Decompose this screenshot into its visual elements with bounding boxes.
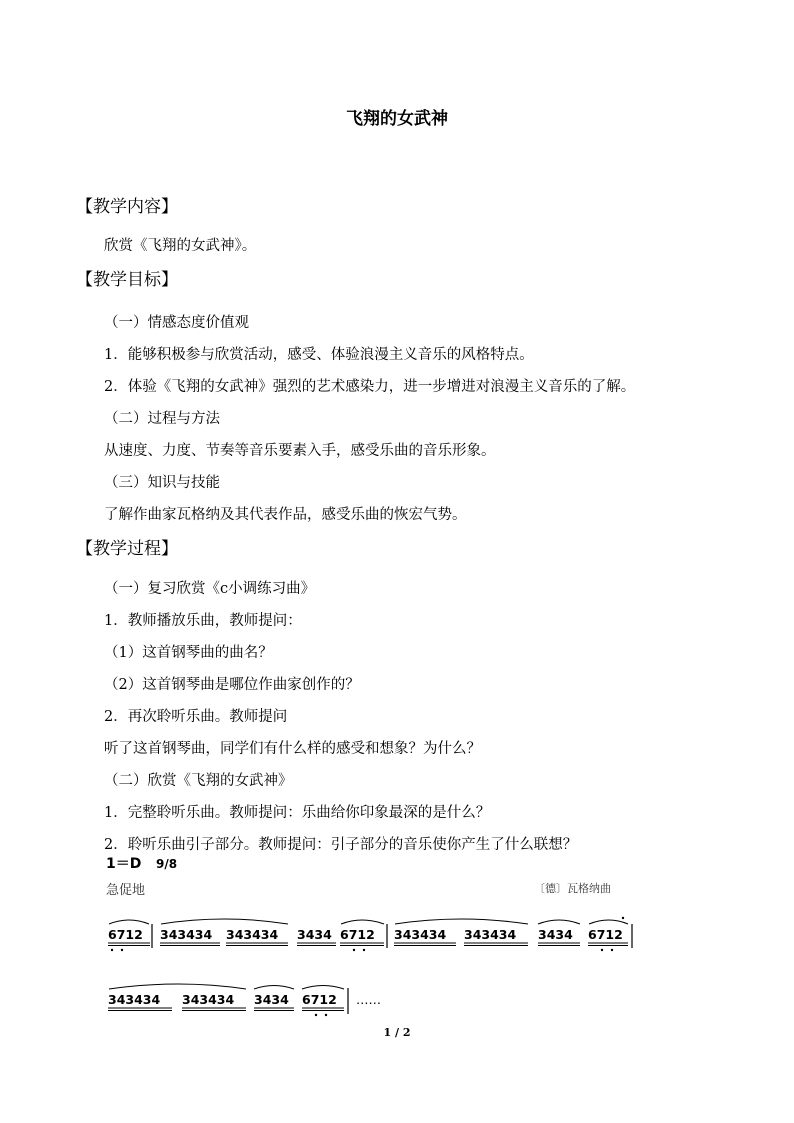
process-line: （1）这首钢琴曲的曲名？	[104, 645, 273, 661]
goal-line: （二）过程与方法	[104, 411, 220, 427]
process-line: （一）复习欣赏《c小调练习曲》	[104, 581, 316, 597]
music-score-svg	[104, 852, 664, 1022]
goal-line: 从速度、力度、节奏等音乐要素入手，感受乐曲的音乐形象。	[104, 443, 496, 459]
score-row-2	[108, 984, 381, 1016]
music-score	[104, 852, 664, 1022]
goal-line: （三）知识与技能	[104, 475, 220, 491]
score-group: 3434	[297, 927, 332, 942]
goal-line: 了解作曲家瓦格纳及其代表作品，感受乐曲的恢宏气势。	[104, 507, 467, 523]
score-group: 343434	[108, 992, 161, 1007]
score-group: 343434	[182, 992, 235, 1007]
dots-row-2	[315, 1014, 327, 1016]
score-group: 6712	[302, 992, 337, 1007]
page-number: 1 / 2	[383, 1026, 411, 1039]
score-group: 343434	[226, 927, 279, 942]
score-group: 343434	[394, 927, 447, 942]
score-group: 6712	[108, 927, 143, 942]
score-tempo: 急促地	[106, 883, 146, 898]
score-group: 6712	[340, 927, 375, 942]
process-line: （2）这首钢琴曲是哪位作曲家创作的？	[104, 677, 360, 693]
score-group: 3434	[254, 992, 289, 1007]
section-heading-goals: 【教学目标】	[76, 270, 178, 290]
score-group: 6712	[588, 927, 623, 942]
process-line: 2．再次聆听乐曲。教师提问	[104, 709, 288, 725]
section-heading-content: 【教学内容】	[76, 197, 178, 217]
score-group: 343434	[160, 927, 213, 942]
score-time: 9/8	[156, 857, 178, 871]
score-composer: 〔德〕瓦格纳曲	[534, 882, 611, 895]
process-line: （二）欣赏《飞翔的女武神》	[104, 773, 293, 789]
score-row-1	[108, 917, 632, 951]
score-key: 1＝D	[106, 856, 142, 872]
page-title: 飞翔的女武神	[346, 109, 448, 129]
content-line: 欣赏《飞翔的女武神》。	[104, 238, 257, 254]
score-ellipsis: ……	[356, 992, 381, 1007]
goal-line: 2．体验《飞翔的女武神》强烈的艺术感染力，进一步增进对浪漫主义音乐的了解。	[104, 379, 636, 395]
score-group: 3434	[538, 927, 573, 942]
process-line: 2．聆听乐曲引子部分。教师提问：引子部分的音乐使你产生了什么联想？	[104, 837, 578, 853]
process-line: 1．教师播放乐曲，教师提问：	[104, 613, 302, 629]
section-heading-process: 【教学过程】	[76, 539, 178, 559]
score-group: 343434	[464, 927, 517, 942]
goal-line: （一）情感态度价值观	[104, 315, 249, 331]
process-line: 听了这首钢琴曲，同学们有什么样的感受和想象？为什么？	[104, 741, 481, 757]
process-line: 1．完整聆听乐曲。教师提问：乐曲给你印象最深的是什么？	[104, 805, 491, 821]
goal-line: 1．能够积极参与欣赏活动，感受、体验浪漫主义音乐的风格特点。	[104, 347, 534, 363]
